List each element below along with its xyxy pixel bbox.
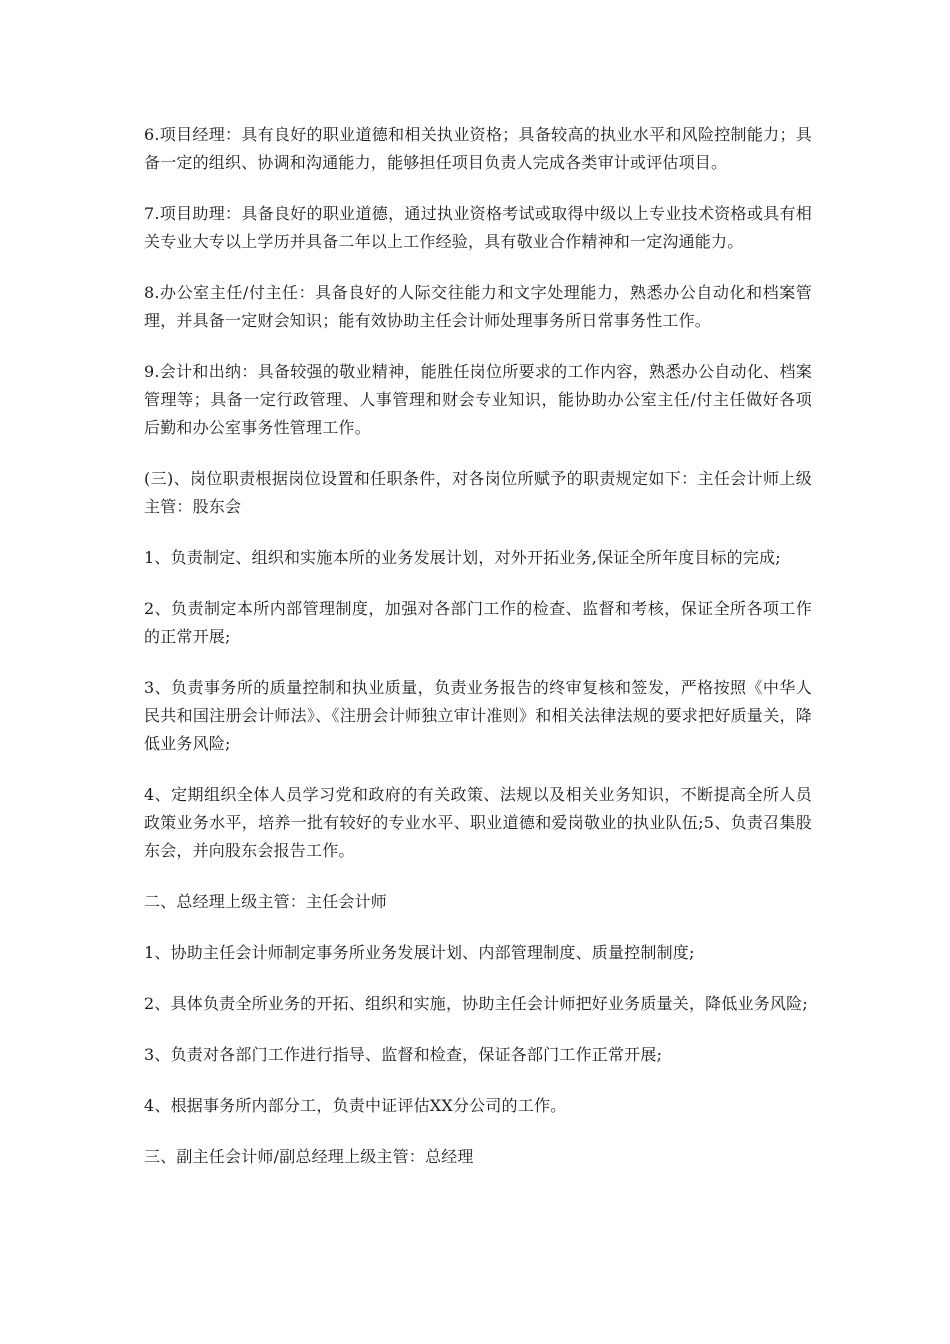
paragraph-duty-1: 1、负责制定、组织和实施本所的业务发展计划，对外开拓业务,保证全所年度目标的完成; (144, 548, 781, 567)
paragraph-project-manager: 6.项目经理：具有良好的职业道德和相关执业资格；具备较高的执业水平和风险控制能力；具备一定的组织、协调和沟通能力，能够担任项目负责人完成各类审计或评估项目。 (144, 125, 812, 172)
paragraph-duty-4-5: 4、定期组织全体人员学习党和政府的有关政策、法规以及相关业务知识，不断提高全所人员政策业务水平，培养一批有较好的专业水平、职业道德和爱岗敬业的执业队伍;5、负责召集股东会，并向股东会报告工作。 (144, 785, 812, 860)
paragraph-gm-duty-1: 1、协助主任会计师制定事务所业务发展计划、内部管理制度、质量控制制度; (144, 943, 695, 962)
paragraph-project-assistant: 7.项目助理：具备良好的职业道德，通过执业资格考试或取得中级以上专业技术资格或具有相关专业大专以上学历并具备二年以上工作经验，具有敬业合作精神和一定沟通能力。 (144, 204, 812, 251)
paragraph-gm-duty-2: 2、具体负责全所业务的开拓、组织和实施，协助主任会计师把好业务质量关，降低业务风险; (144, 994, 808, 1013)
paragraph-duty-3: 3、负责事务所的质量控制和执业质量，负责业务报告的终审复核和签发，严格按照《中华人民共和国注册会计师法》、《注册会计师独立审计准则》和相关法律法规的要求把好质量关，降低业务风险; (144, 678, 812, 753)
paragraph-section-duties-heading: (三)、岗位职责根据岗位设置和任职条件，对各岗位所赋予的职责规定如下：主任会计师上级主管：股东会 (144, 469, 812, 516)
section-heading-general-manager: 二、总经理上级主管：主任会计师 (144, 892, 388, 911)
paragraph-gm-duty-4: 4、根据事务所内部分工，负责中证评估XX分公司的工作。 (144, 1096, 567, 1115)
section-heading-deputy: 三、副主任会计师/副总经理上级主管：总经理 (144, 1147, 474, 1166)
document-body (144, 121, 812, 1194)
paragraph-duty-2: 2、负责制定本所内部管理制度，加强对各部门工作的检查、监督和考核，保证全所各项工作的正常开展; (144, 599, 812, 646)
paragraph-accountant-cashier: 9.会计和出纳：具备较强的敬业精神，能胜任岗位所要求的工作内容，熟悉办公自动化、档案管理等；具备一定行政管理、人事管理和财会专业知识，能协助办公室主任/付主任做好各项后勤和办公室事务性管理工作。 (144, 362, 812, 437)
paragraph-gm-duty-3: 3、负责对各部门工作进行指导、监督和检查，保证各部门工作正常开展; (144, 1045, 663, 1064)
paragraph-office-director: 8.办公室主任/付主任：具备良好的人际交往能力和文字处理能力，熟悉办公自动化和档案管理，并具备一定财会知识；能有效协助主任会计师处理事务所日常事务性工作。 (144, 283, 812, 330)
